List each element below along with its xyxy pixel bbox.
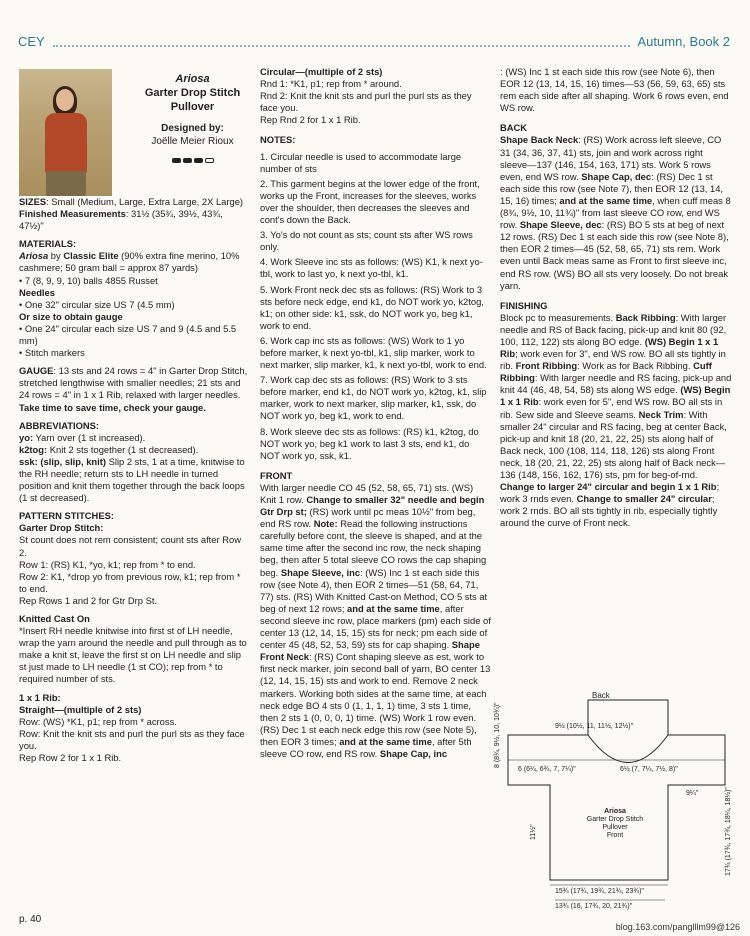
schematic-m8: 15¾ (17¾, 19¾, 21¾, 23¾)": [555, 888, 644, 895]
column-3: [500, 66, 732, 533]
schematic-m9: 13¾ (16, 17¾, 20, 21¾)": [555, 903, 633, 910]
note-item: 2. This garment begins at the lower edge of the front, works up the Front, increases for the sleeves, works over the shoulder, then decreases the sleeves and cont's down the Back.: [260, 177, 480, 226]
schematic-diagram: [494, 690, 732, 920]
note-item: 3. Yo's do not count as sts; count sts after WS rows only.: [260, 229, 473, 253]
materials: MATERIALS: Ariosa by Classic Elite (90% extra fine merino, 10% cashmere; 50 gram ball = approx 87 yards) • 7 (8, 9, 9, 10) balls 4855 Russet Needles • One 32" circular size US 7 (4.5 mm) Or size to obtain gauge • One 24" circular each size US 7 and 9 (4.5 and 5.5 mm) • Stitch markers: [19, 238, 240, 359]
abbreviations: ABBREVIATIONS: yo: Yarn over (1 st increased). k2tog: Knit 2 sts together (1 st decreased). ssk: (slip, slip, knit) Slip 2 sts, 1 at a time, knitwise to the RH needle; return sts to LH needle in turned position and knit them together through the back loops (1 st decreased).: [19, 419, 245, 504]
note-item: 4. Work Sleeve inc sts as follows: (WS) K1, k next yo-tbl, work to last yo, k next yo-tbl, k1.: [260, 256, 483, 280]
model-figure: [41, 89, 91, 196]
pattern-title: [137, 66, 248, 166]
note-item: 7. Work cap dec sts as follows: (RS) Work to 3 sts before marker, end k1, do NOT work yo, k2tog, k1, slip marker, work to next marker, slip marker, k1, ssk, do NOT work yo, beg k1, work to end.: [260, 374, 487, 422]
finishing-section: FINISHING Block pc to measurements. Back Ribbing: With larger needle and RS of Back facing, pick-up and knit 80 (92, 100, 112, 122) sts along BO edge. (WS) Begin 1 x 1 Rib; work even for 3", end WS row. BO all sts tightly in rib. Front Ribbing: Work as for Back Ribbing. Cuff Ribbing: With larger needle and RS facing, pick-up and knit 44 (46, 48, 54, 58) sts along WS edge. (WS) Begin 1 x 1 Rib: work even for 5", end WS row. BO all sts in rib. Sew side and Sleeve seams. Neck Trim: With smaller 24" circular and RS facing, beg at center Back, pick-up and knit 18 (20, 21, 22, 25) sts along half of Back neck, 100 (108, 114, 118, 126) sts along Front neck, 18 (20, 21, 22, 25) sts along half of Back neck—136 (148, 156, 162, 176) sts, pm for beg-of-rnd. Change to larger 24" circular and begin 1 x 1 Rib; work 3 rnds even. Change to smaller 24" circular; work 2 rnds. BO all sts tightly in rib, especially tightly around the curve of Front neck.: [500, 299, 732, 529]
skill-level-icon: [137, 154, 248, 166]
header-dots: [53, 37, 630, 47]
schematic-m1: 9½ (10½, 11, 11½, 12½)": [555, 723, 634, 730]
schematic-m4: 8 (8¾, 9½, 10, 10¾)": [494, 702, 501, 768]
rib-circular: Circular—(multiple of 2 sts) Rnd 1: *K1, p1; rep from * around. Rnd 2: Knit the knit sts and purl the purl sts as they face you. Rep Rnd 2 for 1 x 1 Rib.: [260, 66, 472, 126]
schematic-m5: 9¼": [686, 790, 699, 797]
note-item: 1. Circular needle is used to accommodate large number of sts: [260, 150, 462, 174]
note-item: 8. Work sleeve dec sts as follows: (RS) k1, k2tog, do NOT work yo, beg k1 work to last 3 sts, end k1, do NOT work yo, ssk, k1.: [260, 425, 479, 461]
schematic-name: Ariosa Garter Drop Stitch Pullover Front: [586, 808, 644, 839]
running-header: [18, 34, 730, 49]
column-2: [260, 66, 491, 764]
pattern-name: Ariosa: [175, 73, 210, 85]
front-section: FRONT With larger needle CO 45 (52, 58, 65, 71) sts. (WS) Knit 1 row. Change to smaller 32" needle and begin Gtr Drp st; (RS) work until pc meas 10½" from beg, end RS row. Note: Read the following instructions carefully before cont, the sleeve is shaped, and at the same time after the second inc row, the neck shaping beg, then after 5 total sleeve CO rows the cap shaping beg. Shape Sleeve, inc: (WS) Inc 1 st each side this row (see Note 4), then EOR 2 times—51 (58, 64, 71, 77) sts. (RS) With Knitted Cast-on Method, CO 5 sts at beg of next 12 rows; and at the same time, after second sleeve inc row, place markers (pm) each side of center 13 (12, 14, 15, 15) sts for neck; pm each side of center 45 (48, 52, 53, 59) sts for cap shaping. Shape Front Neck: (RS) Cont shaping sleeve as est, work to first neck marker, join second ball of yarn, BO center 13 (12, 14, 15, 15) sts and work to end. Remove 2 neck markers. Working both sides at the same time, at each neck edge BO 4 sts 0 (1, 1, 1, 1) time, 3 sts 1 time, then 2 sts 1 (0, 0, 0, 1) time. (WS) Work 1 row even. (RS) Dec 1 st each neck edge this row (see Note 5), then EOR 3 times; and at the same time, after 5th sleeve CO row, end RS row. Shape Cap, inc: [260, 469, 491, 759]
knitted-cast-on: Knitted Cast On *Insert RH needle knitwise into first st of LH needle, wrap the yarn around the needle and pull through as to make a knit st, leave the first st on LH needle and slip st just made to LH needle (1 st CO); rep from * to required number of sts.: [19, 613, 247, 685]
note-item: 5. Work Front neck dec sts as follows: (RS) Work to 3 sts before neck edge, end k1, do NOT work yo, k2tog, k1; on other side: k1, ssk, do NOT work yo, beg k1, work to end.: [260, 283, 484, 331]
designed-by-label: Designed by:: [161, 123, 224, 134]
gauge: GAUGE: 13 sts and 24 rows = 4" in Garter Drop Stitch, stretched lengthwise with smaller needles; 21 sts and 24 rows = 4" in 1 x 1 Rib, relaxed with larger needles. Take time to save time, check your gauge.: [19, 365, 248, 413]
sizes: SIZES: Small (Medium, Large, Extra Large, 2X Large) Finished Measurements: 31½ (35¾, 39½, 43¾, 47½)": [19, 196, 244, 232]
header-right: Autumn, Book 2: [637, 34, 730, 49]
schematic-m7: 17¾ (17¾, 17¾, 18¼, 18½)": [725, 787, 732, 876]
notes-list: [260, 151, 491, 462]
note-item: 6. Work cap inc sts as follows: (WS) Work to 1 yo before marker, k next yo-tbl, k1, slip marker, work to next marker, slip marker, k1, k next yo-tbl, work to end.: [260, 334, 487, 371]
notes: NOTES:: [260, 134, 296, 146]
front-continued: : (WS) Inc 1 st each side this row (see Note 6), then EOR 12 (13, 14, 15, 16) times—53 (56, 59, 63, 65) sts rem each side after all shaping. Work 6 rows even, end WS row.: [500, 66, 729, 114]
model-photo: [19, 69, 112, 196]
schematic-m3: 6½ (7, 7¼, 7½, 8)": [620, 766, 678, 773]
schematic-back-label: Back: [592, 691, 610, 700]
pattern-subtitle-1: Garter Drop Stitch: [144, 87, 241, 99]
column-1: [19, 66, 248, 768]
title-block: [19, 66, 248, 196]
pattern-stitches: PATTERN STITCHES: Garter Drop Stitch: St count does not rem consistent; count sts after Row 2. Row 1: (RS) K1, *yo, k1; rep from * to end. Row 2: K1, *drop yo from previous row, k1; rep from * to end. Rep Rows 1 and 2 for Gtr Drp St.: [19, 510, 241, 606]
designer-name: Joëlle Meier Rioux: [151, 136, 234, 147]
pattern-subtitle-2: Pullover: [170, 101, 215, 113]
page-number: p. 40: [19, 914, 42, 925]
header-left: CEY: [18, 34, 45, 49]
back-section: BACK Shape Back Neck: (RS) Work across left sleeve, CO 31 (34, 36, 37, 41) sts, join and work across right sleeve—137 (146, 154, 163, 171) sts. Work 5 rows even, end WS row. Shape Cap, dec: (RS) Dec 1 st each side this row (see Note 7), then EOR 12 (13, 14, 15, 16) times; and at the same time, when cuff meas 8 (8¾, 9½, 10, 11¾)" from last sleeve CO row, end WS row. Shape Sleeve, dec: (RS) BO 5 sts at beg of next 12 rows. (RS) Dec 1 st each side this row (see Note 8), then EOR 2 times—45 (52, 58, 65, 71) sts rem. Work even until Back meas same as Front to first sleeve inc, end RS row. (WS) BO all sts very loosely. Do not break yarn.: [500, 122, 731, 291]
rib-straight: 1 x 1 Rib: Straight—(multiple of 2 sts) Row: (WS) *K1, p1; rep from * across. Row: Knit the knit sts and purl the purl sts as they face you. Rep Row 2 for 1 x 1 Rib.: [19, 691, 245, 764]
schematic-m6: 11½": [530, 824, 537, 840]
watermark: blog.163.com/panglllm99@126: [615, 922, 740, 932]
schematic-m2: 6 (6¼, 6¾, 7, 7¼)": [518, 766, 576, 773]
